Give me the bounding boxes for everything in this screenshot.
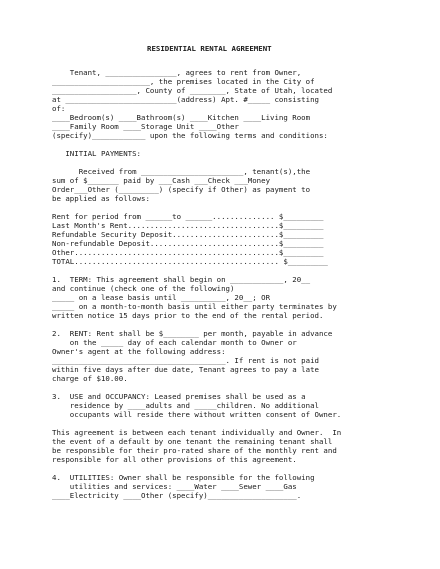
document-line: the event of a default by one tenant the remaining tenant shall	[52, 437, 333, 446]
document-line: _____ on a month-to-month basis until either party terminates by	[52, 302, 337, 311]
document-line: Received from _______________________, tenant(s),the	[52, 167, 311, 176]
document-line: 3. USE and OCCUPANCY: Leased premises shall be used as a	[52, 392, 306, 401]
document-line: This agreement is between each tenant individually and Owner. In	[52, 428, 342, 437]
document-line: Non-refundable Deposit.............................$_________	[52, 239, 324, 248]
document-line: 4. UTILITIES: Owner shall be responsible for the following	[52, 473, 315, 482]
document-title: RESIDENTIAL RENTAL AGREEMENT	[147, 44, 272, 53]
document-line: 2. RENT: Rent shall be $________ per month, payable in advance	[52, 329, 333, 338]
document-line: be responsible for their pro-rated share of the monthly rent and	[52, 446, 337, 455]
document-line: Refundable Security Deposit........................$_________	[52, 230, 324, 239]
document-line: Last Month's Rent..................................$_________	[52, 221, 324, 230]
document-line: _____ on a lease basis until __________, 20__; OR	[52, 293, 271, 302]
document-line: INITIAL PAYMENTS:	[52, 149, 141, 158]
document-line: ______________________, the premises located in the City of	[52, 77, 315, 86]
document-line: Rent for period from ______to ______.............. $_________	[52, 212, 324, 221]
document-line: and continue (check one of the following)	[52, 284, 235, 293]
document-line: of:	[52, 104, 66, 113]
document-line: _______________________________________. If rent is not paid	[52, 356, 319, 365]
document-line: be applied as follows:	[52, 194, 150, 203]
document-line: Order___Other (_________) (specify if Other) as payment to	[52, 185, 311, 194]
document-line: ____Electricity ____Other (specify)____________________.	[52, 491, 302, 500]
document-line: residence by ____adults and _____children. No additional	[52, 401, 319, 410]
document-line: Other..............................................$_________	[52, 248, 324, 257]
document-line: within five days after due date, Tenant agrees to pay a late	[52, 365, 319, 374]
document-line: Owner's agent at the following address:	[52, 347, 226, 356]
document-line: ___________________, County of ________, State of Utah, located	[52, 86, 333, 95]
document-line: occupants will reside there without written consent of Owner.	[52, 410, 342, 419]
document-line: (specify)____________ upon the following terms and conditions:	[52, 131, 328, 140]
document-line: sum of $_______ paid by ___Cash ___Check ___Money	[52, 176, 271, 185]
document-line: on the _____ day of each calendar month to Owner or	[52, 338, 297, 347]
document-line: written notice 15 days prior to the end of the rental period.	[52, 311, 324, 320]
document-line: responsible for all other provisions of this agreement.	[52, 455, 297, 464]
document-line: utilities and services: ____Water ____Sewer ____Gas	[52, 482, 297, 491]
document-line: Tenant, ________________, agrees to rent from Owner,	[52, 68, 302, 77]
document-line: ____Family Room ____Storage Unit ____Other	[52, 122, 239, 131]
document-line: at _________________________(address) Apt. #_____ consisting	[52, 95, 319, 104]
document-line: 1. TERM: This agreement shall begin on ____________, 20__	[52, 275, 311, 284]
document-line: ____Bedroom(s) ____Bathroom(s) ____Kitchen ____Living Room	[52, 113, 311, 122]
document-line: TOTAL.............................................. $_________	[52, 257, 328, 266]
document-line: charge of $10.00.	[52, 374, 128, 383]
